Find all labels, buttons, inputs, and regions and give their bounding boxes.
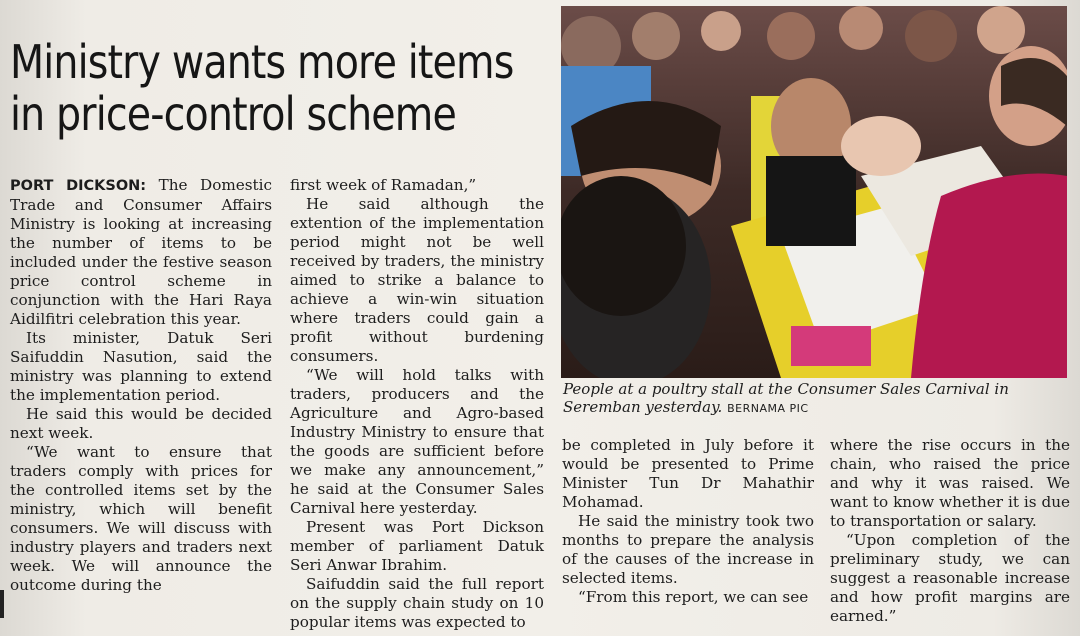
paragraph: Its minister, Datuk Seri Saifuddin Nasution, said the ministry was planning to extend the implementation period. bbox=[10, 329, 272, 404]
article-column-4 bbox=[830, 436, 1070, 626]
headline-line-2: in price-control scheme bbox=[10, 87, 456, 141]
paragraph: He said the ministry took two months to prepare the analysis of the causes of the increase in selected items. bbox=[562, 512, 814, 587]
article-column-1 bbox=[10, 176, 272, 595]
article-column-2 bbox=[290, 176, 544, 632]
headline-line-1: Ministry wants more items bbox=[10, 35, 514, 89]
paragraph bbox=[10, 176, 272, 329]
caption-text: People at a poultry stall at the Consumer Sales Carnival in Seremban yesterday. bbox=[563, 380, 1009, 416]
paragraph: where the rise occurs in the chain, who raised the price and why it was raised. We want to know whether it is due to transportation or salary. bbox=[830, 436, 1070, 530]
paragraph: He said although the extention of the implementation period might not be well received by traders, the ministry aimed to strike a balance to achieve a win-win situation where traders could gain a profit without burdening consumers. bbox=[290, 195, 544, 365]
paragraph: be completed in July before it would be presented to Prime Minister Tun Dr Mahathir Mohamad. bbox=[562, 436, 814, 511]
paragraph-text: The Domestic Trade and Consumer Affairs Ministry is looking at increasing the number of items to be included under the festive season price control scheme in conjunction with the Hari Raya Aidilfitri celebration this year. bbox=[10, 176, 273, 328]
poultry-stall-photo bbox=[561, 6, 1067, 378]
paragraph: Saifuddin said the full report on the supply chain study on 10 popular items was expected to bbox=[290, 575, 544, 631]
paragraph: “We want to ensure that traders comply with prices for the controlled items set by the ministry, which will benefit consumers. We will discuss with industry players and traders next week. We will announce the outcome during the bbox=[10, 443, 272, 594]
dateline: PORT DICKSON: bbox=[10, 178, 147, 194]
article-column-3 bbox=[562, 436, 814, 607]
paragraph: Present was Port Dickson member of parliament Datuk Seri Anwar Ibrahim. bbox=[290, 518, 544, 574]
paragraph: first week of Ramadan,” bbox=[290, 176, 477, 194]
news-photo bbox=[561, 6, 1067, 378]
photo-caption bbox=[563, 380, 1067, 418]
paragraph: “From this report, we can see bbox=[578, 588, 809, 606]
paragraph: He said this would be decided next week. bbox=[10, 405, 272, 442]
headline bbox=[10, 35, 514, 141]
photo-credit: BERNAMA PIC bbox=[727, 402, 809, 415]
paragraph: “We will hold talks with traders, producers and the Agriculture and Agro-based Industry Ministry to ensure that the goods are sufficient before we make any announcement,” he said at the Consumer Sales Carnival here yesterday. bbox=[290, 366, 544, 517]
page-edge-mark bbox=[0, 590, 4, 618]
paragraph: “Upon completion of the preliminary study, we can suggest a reasonable increase and how profit margins are earned.” bbox=[830, 531, 1070, 625]
